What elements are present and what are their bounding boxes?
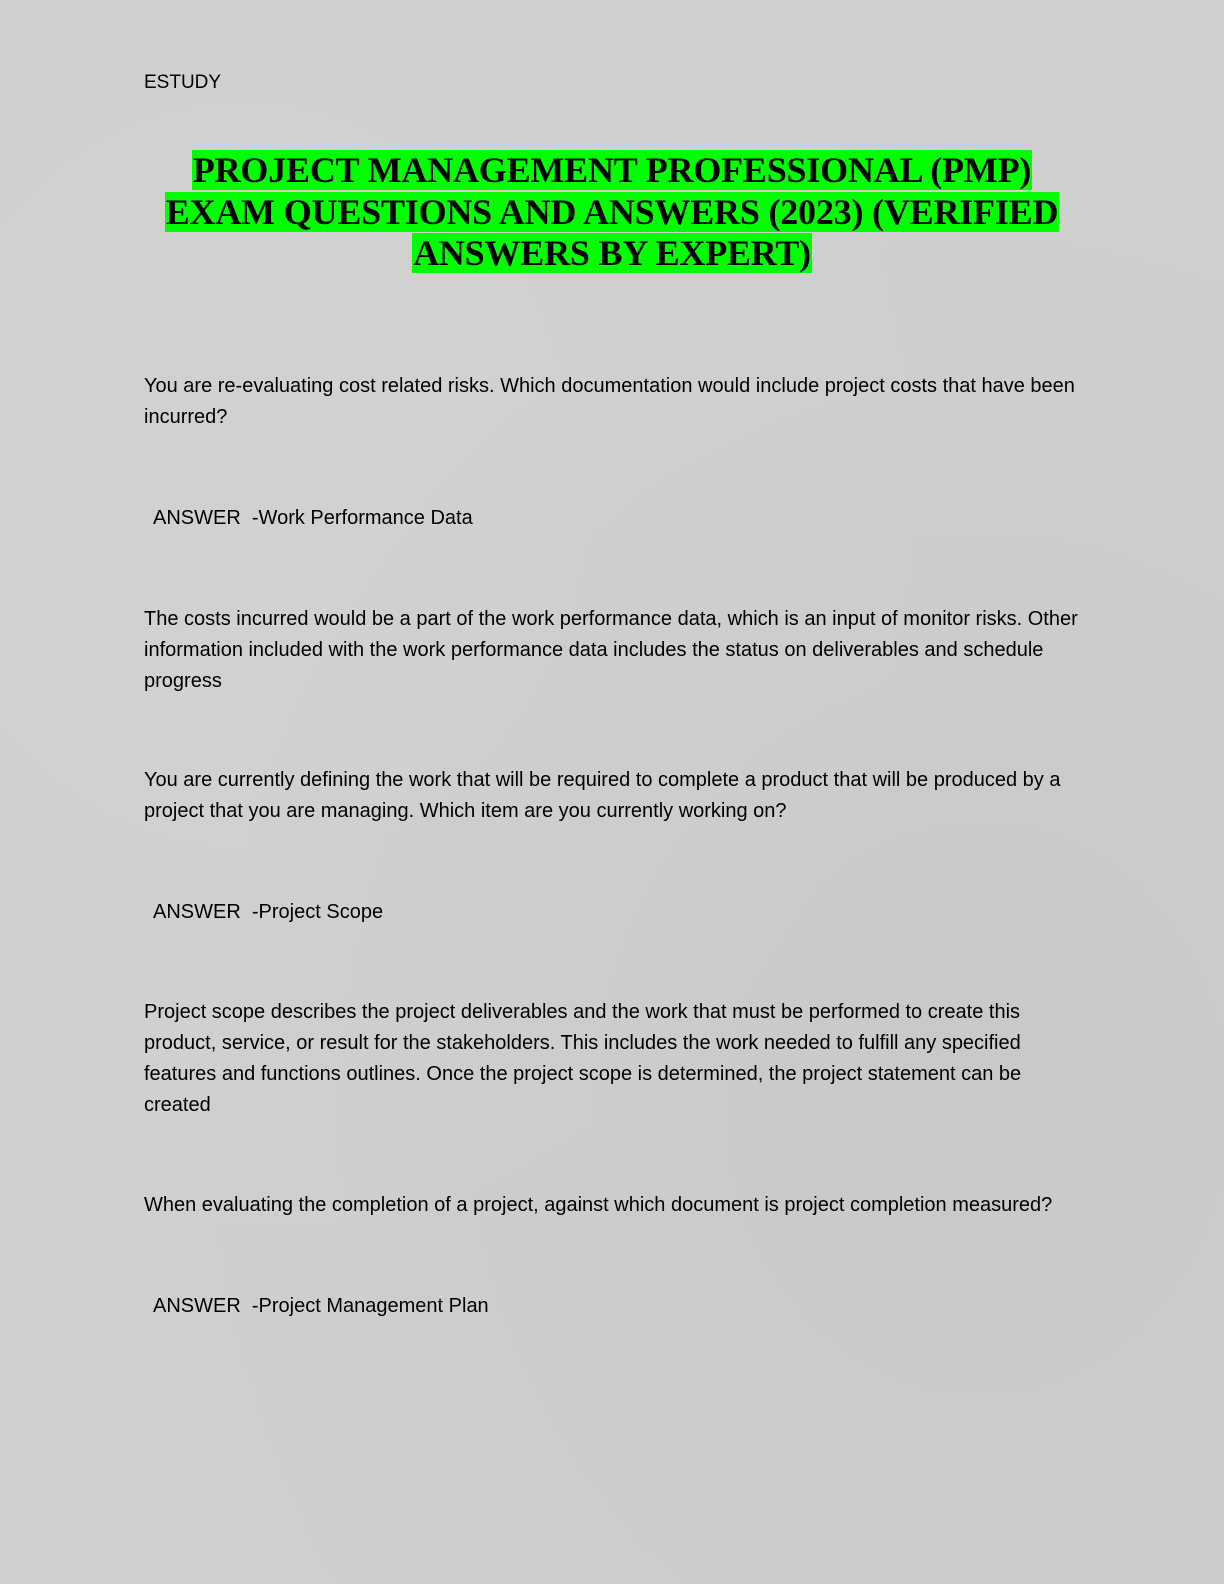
- question-2: You are currently defining the work that will be required to complete a product that will be produced by a project that you are managing. Which item are you currently working on?: [144, 769, 1061, 822]
- question-1: You are re-evaluating cost related risks. Which documentation would include project costs that have been incurred?: [144, 375, 1075, 428]
- answer-2: ANSWER -Project Scope: [153, 901, 384, 923]
- question-3: When evaluating the completion of a project, against which document is project completion measured?: [144, 1194, 1053, 1216]
- header-label: ESTUDY: [144, 72, 222, 93]
- title-highlight: PROJECT MANAGEMENT PROFESSIONAL (PMP) EXAM QUESTIONS AND ANSWERS (2023) (VERIFIED ANSWERS BY EXPERT): [165, 150, 1059, 273]
- explanation-1: The costs incurred would be a part of the work performance data, which is an input of monitor risks. Other information included with the work performance data includes the status on deliverables and schedule progress: [144, 608, 1078, 692]
- explanation-2: Project scope describes the project deliverables and the work that must be performed to create this product, service, or result for the stakeholders. This includes the work needed to fulfill any specified features and functions outlines. Once the project scope is determined, the project statement can be created: [144, 1001, 1022, 1116]
- answer-1: ANSWER -Work Performance Data: [153, 507, 473, 529]
- document-title: [144, 150, 1080, 275]
- answer-3: ANSWER -Project Management Plan: [153, 1295, 489, 1317]
